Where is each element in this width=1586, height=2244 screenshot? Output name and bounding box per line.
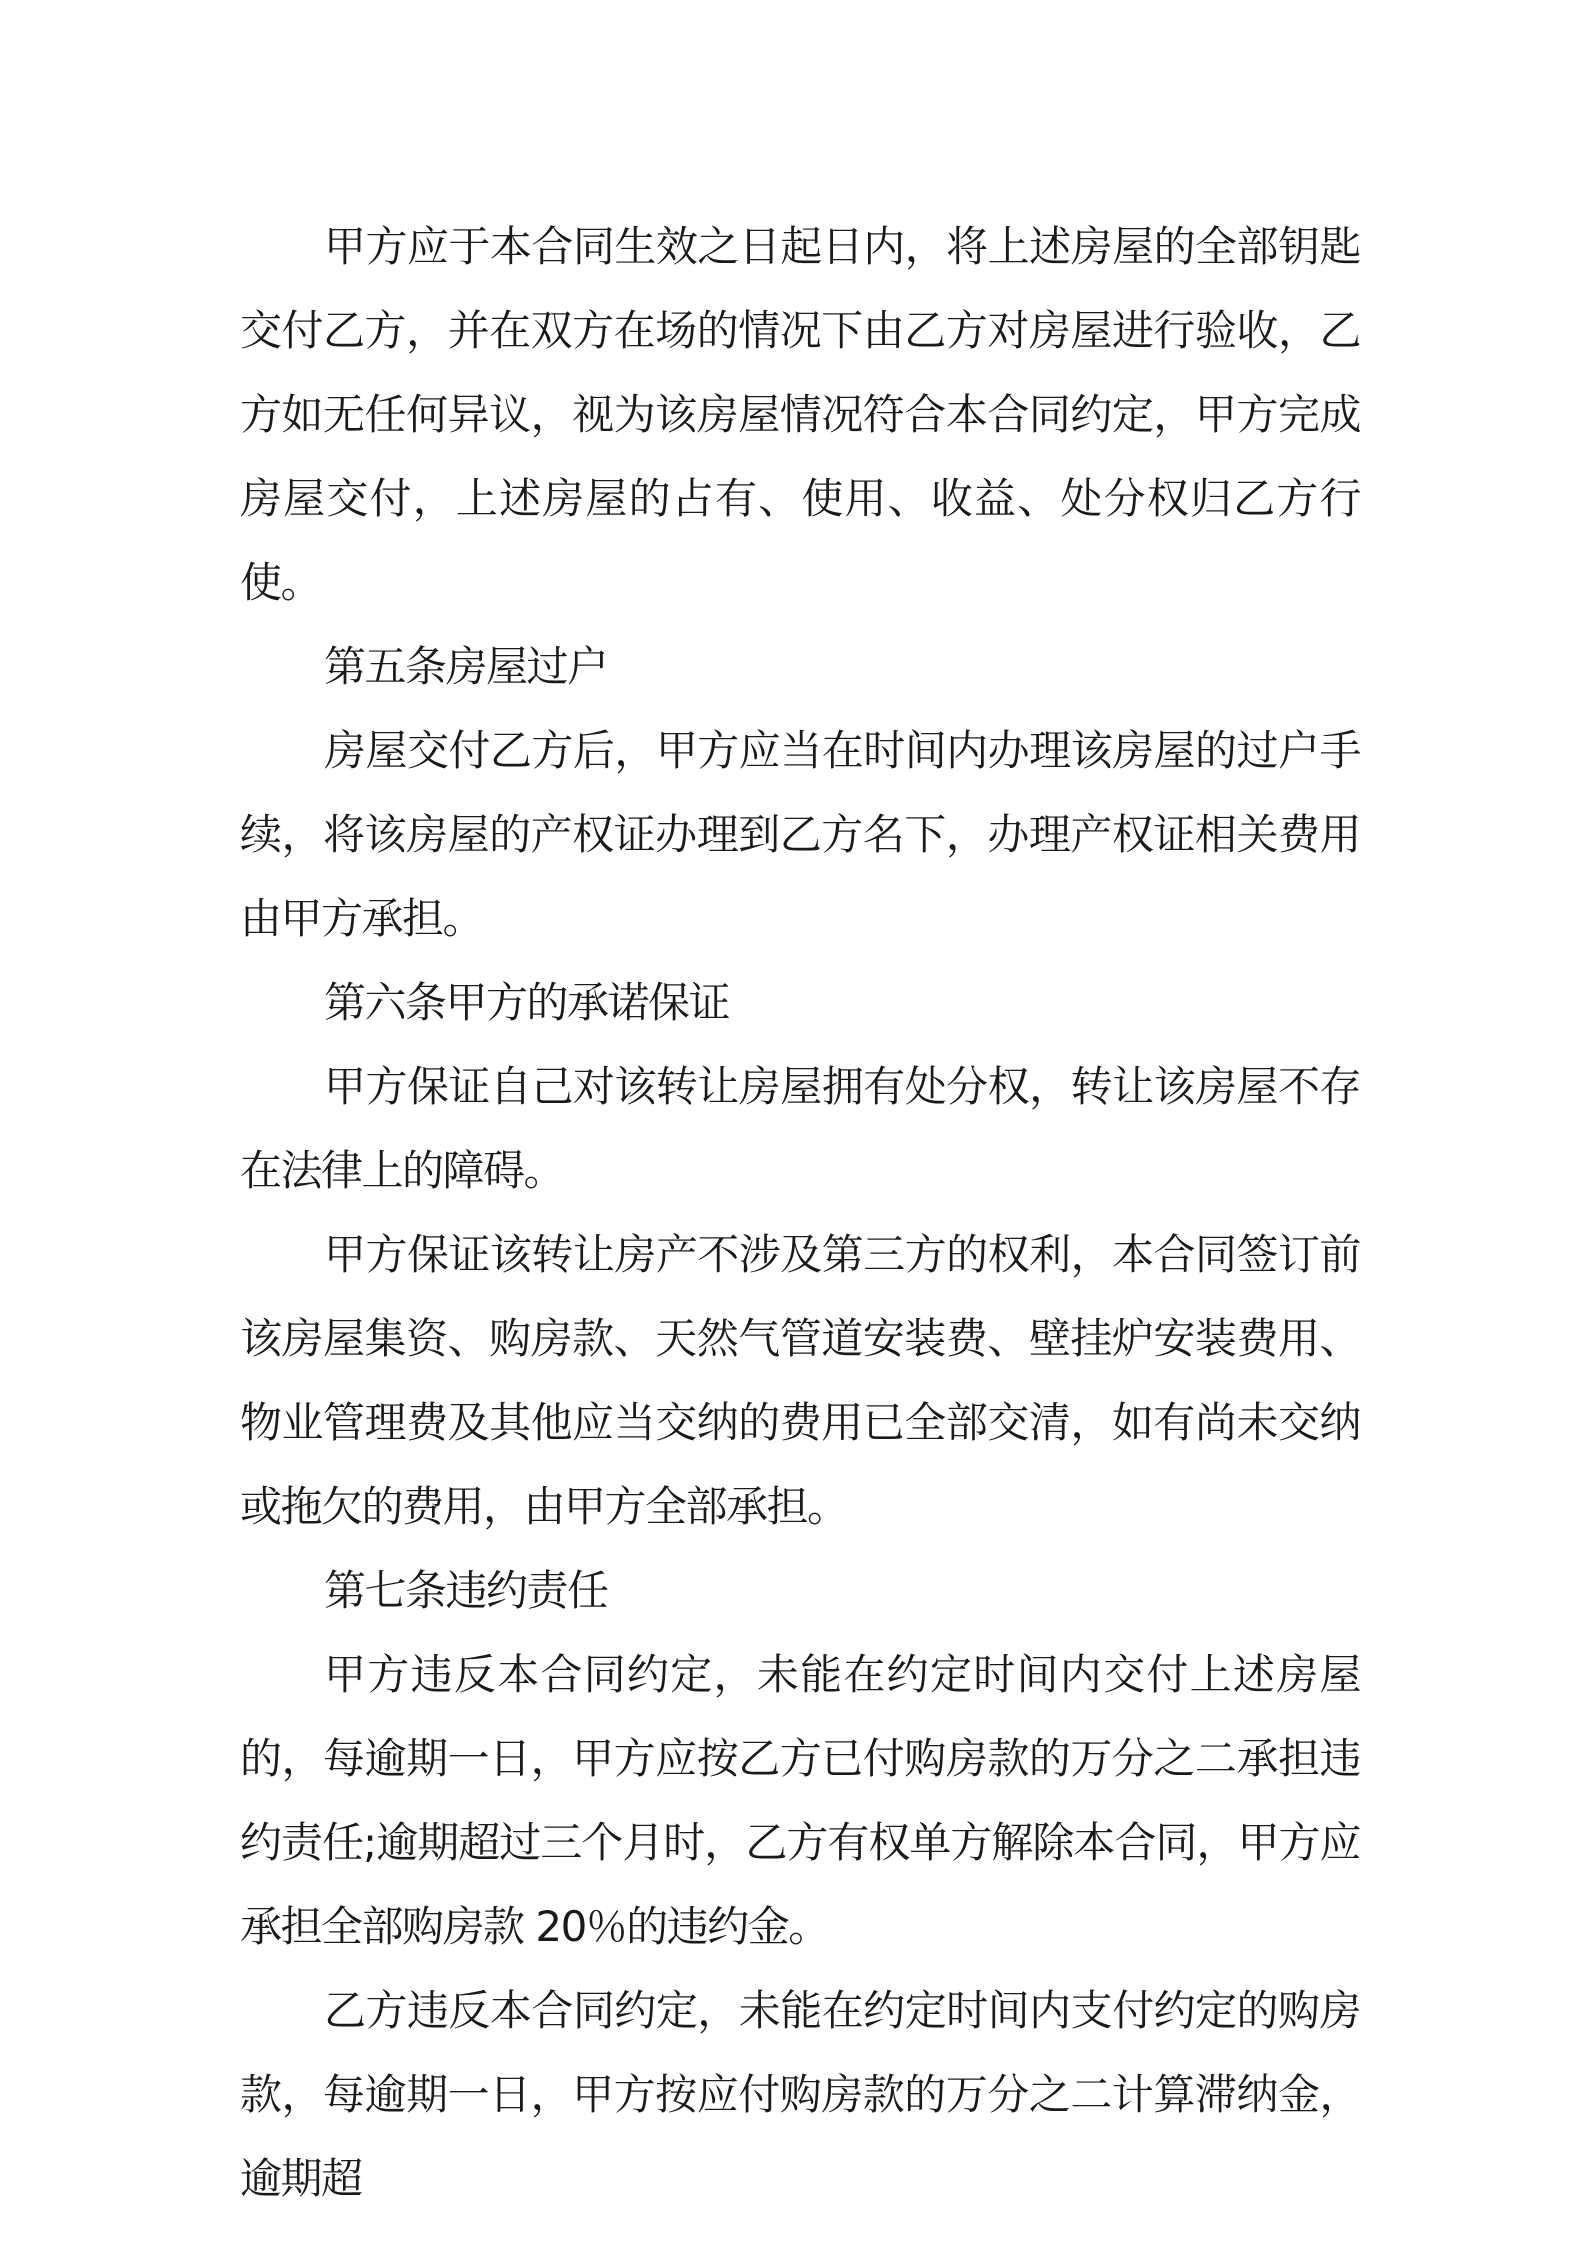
paragraph-key-handover: 甲方应于本合同生效之日起日内，将上述房屋的全部钥匙交付乙方，并在双方在场的情况下由乙方对房屋进行验收，乙方如无任何异议，视为该房屋情况符合本合同约定，甲方完成房屋交付，上述房屋的占有、使用、收益、处分权归乙方行使。 xyxy=(240,222,1360,607)
document-body xyxy=(240,205,1360,2221)
heading-article-6: 第六条甲方的承诺保证 xyxy=(324,978,730,1027)
heading-article-7: 第七条违约责任 xyxy=(324,1566,608,1615)
paragraph-no-third-party: 甲方保证该转让房产不涉及第三方的权利，本合同签订前该房屋集资、购房款、天然气管道安装费、壁挂炉安装费用、物业管理费及其他应当交纳的费用已全部交清，如有尚未交纳或拖欠的费用，由甲方全部承担。 xyxy=(240,1230,1360,1531)
paragraph-transfer: 房屋交付乙方后，甲方应当在时间内办理该房屋的过户手续，将该房屋的产权证办理到乙方名下，办理产权证相关费用由甲方承担。 xyxy=(240,726,1360,943)
paragraph-party-a-breach: 甲方违反本合同约定，未能在约定时间内交付上述房屋的，每逾期一日，甲方应按乙方已付购房款的万分之二承担违约责任;逾期超过三个月时，乙方有权单方解除本合同，甲方应承担全部购房款 20％的违约金。 xyxy=(240,1650,1360,1951)
paragraph-party-b-breach: 乙方违反本合同约定，未能在约定时间内支付约定的购房款，每逾期一日，甲方按应付购房款的万分之二计算滞纳金，逾期超 xyxy=(240,1986,1360,2203)
paragraph-disposal-right: 甲方保证自己对该转让房屋拥有处分权，转让该房屋不存在法律上的障碍。 xyxy=(240,1062,1360,1195)
heading-article-5: 第五条房屋过户 xyxy=(324,642,608,691)
